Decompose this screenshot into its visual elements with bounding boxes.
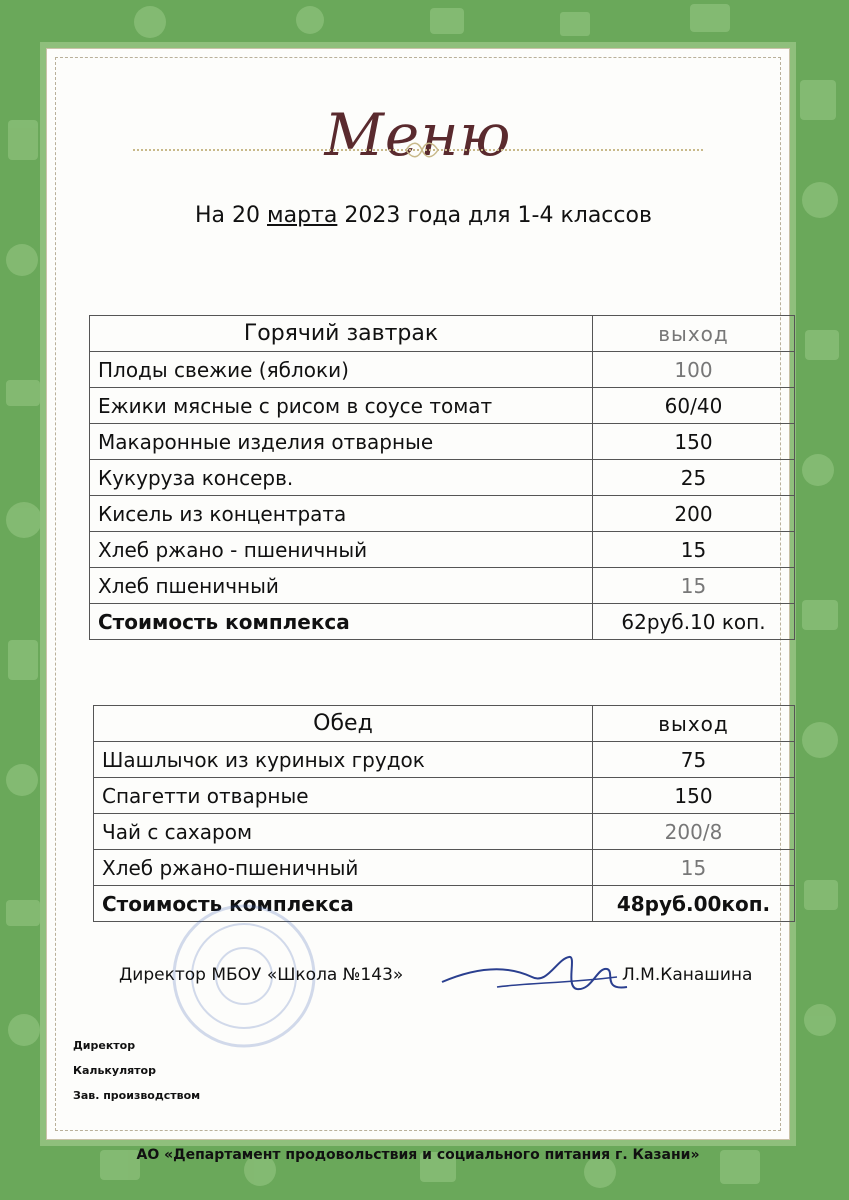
lunch-table <box>93 705 795 922</box>
dish-name: Кисель из концентрата <box>90 496 593 532</box>
dish-qty: 200/8 <box>593 814 795 850</box>
date-month: марта <box>267 203 338 228</box>
approval-director: Директор <box>73 1039 136 1052</box>
table-row <box>90 352 795 388</box>
dish-name: Кукуруза консерв. <box>90 460 593 496</box>
table-row <box>94 742 795 778</box>
table-row <box>94 814 795 850</box>
total-label: Стоимость комплекса <box>94 886 593 922</box>
dish-qty: 100 <box>593 352 795 388</box>
table-header-row <box>90 316 795 352</box>
table-row <box>90 460 795 496</box>
dish-qty: 15 <box>593 850 795 886</box>
dish-name: Хлеб ржано - пшеничный <box>90 532 593 568</box>
signature-icon <box>437 947 637 1007</box>
dish-name: Хлеб пшеничный <box>90 568 593 604</box>
date-suffix: 2023 года для 1-4 классов <box>337 203 652 228</box>
dish-qty: 15 <box>593 568 795 604</box>
total-value: 48руб.00коп. <box>593 886 795 922</box>
dish-qty: 60/40 <box>593 388 795 424</box>
dish-qty: 150 <box>593 424 795 460</box>
table-row <box>94 778 795 814</box>
dish-name: Спагетти отварные <box>94 778 593 814</box>
breakfast-qty-header: выход <box>593 316 795 352</box>
dish-name: Чай с сахаром <box>94 814 593 850</box>
date-prefix: На 20 <box>195 203 268 228</box>
signature-position: Директор МБОУ «Школа №143» <box>119 965 404 985</box>
table-row <box>90 568 795 604</box>
dish-qty: 150 <box>593 778 795 814</box>
approval-production-head: Зав. производством <box>73 1089 201 1102</box>
approvals-list <box>73 1039 200 1114</box>
page-title: Меню <box>324 101 512 169</box>
table-header-row <box>94 706 795 742</box>
total-row <box>90 604 795 640</box>
breakfast-header: Горячий завтрак <box>90 316 593 352</box>
lunch-header: Обед <box>94 706 593 742</box>
dish-qty: 200 <box>593 496 795 532</box>
dish-name: Ежики мясные с рисом в соусе томат <box>90 388 593 424</box>
menu-date <box>195 203 652 228</box>
dish-name: Макаронные изделия отварные <box>90 424 593 460</box>
breakfast-table <box>89 315 795 640</box>
table-row <box>90 532 795 568</box>
total-label: Стоимость комплекса <box>90 604 593 640</box>
dish-qty: 15 <box>593 532 795 568</box>
total-value: 62руб.10 коп. <box>593 604 795 640</box>
dish-name: Хлеб ржано-пшеничный <box>94 850 593 886</box>
table-row <box>94 850 795 886</box>
dish-name: Плоды свежие (яблоки) <box>90 352 593 388</box>
footer-organization: АО «Департамент продовольствия и социального питания г. Казани» <box>136 1147 700 1163</box>
lunch-qty-header: выход <box>593 706 795 742</box>
table-row <box>90 424 795 460</box>
table-row <box>90 388 795 424</box>
table-row <box>90 496 795 532</box>
ornament-icon <box>402 139 442 161</box>
dish-qty: 25 <box>593 460 795 496</box>
dish-qty: 75 <box>593 742 795 778</box>
approval-calculator: Калькулятор <box>73 1064 156 1077</box>
dish-name: Шашлычок из куриных грудок <box>94 742 593 778</box>
signature-name: Л.М.Канашина <box>622 965 753 985</box>
menu-card <box>46 48 790 1163</box>
